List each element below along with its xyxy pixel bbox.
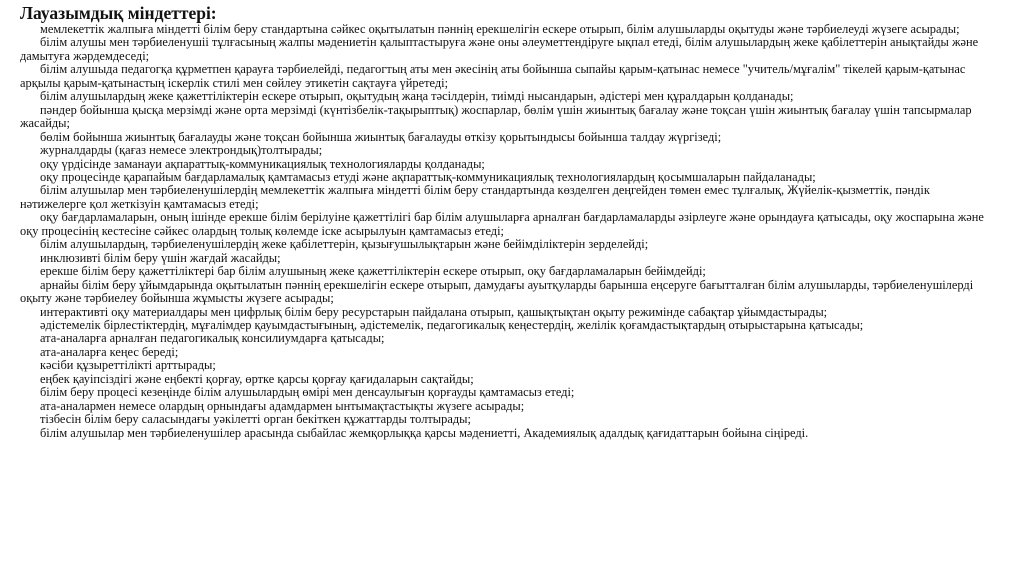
document: [20, 4, 998, 440]
duty-item: оқу процесінде қарапайым бағдарламалық қамтамасыз етуді және ақпараттық-коммуникациялық технологиялардың қосымшаларын пайдаланады;: [40, 169, 816, 184]
duty-item: білім беру процесі кезеңінде білім алушылардың өмірі мен денсаулығын қорғауды қамтамасыз етеді;: [40, 385, 575, 400]
duty-item: мемлекеттік жалпыға міндетті білім беру стандартына сәйкес оқытылатын пәннің ерекшелігін ескере отырып, білім алушыларды оқытуды және тәрбиелеуді жүзеге асырады;: [40, 22, 960, 36]
duty-item: білім алушылардың жеке қажеттіліктерін ескере отырып, оқытудың жаңа тәсілдерін, тиімді нысандарын, әдістері мен құралдарын қолданады;: [40, 89, 794, 104]
duty-item: білім алушы мен тәрбиеленушіі тұлғасының жалпы мәдениетін қалыптастыруға және оны әлеуметтендіруге ықпал етеді, білім алушылардың жеке қабілеттерін анықтайды және дамытуға жәрдемдеседі;: [20, 35, 979, 63]
duty-item: білім алушылардың, тәрбиеленушілердің жеке қабілеттерін, қызығушылықтарын және бейімділіктерін зерделейді;: [40, 237, 649, 252]
document-title: Лауазымдық міндеттері:: [20, 3, 217, 23]
duty-item: ерекше білім беру қажеттіліктері бар білім алушының жеке қажеттіліктерін ескере отырып, оқу бағдарламаларын бейімдейді;: [40, 264, 706, 279]
duty-item: бөлім бойынша жиынтық бағалауды және тоқсан бойынша жиынтық бағалауды өткізу қорытындысы бойынша талдау жүргізеді;: [40, 129, 722, 144]
duty-item: ата-аналармен немесе олардың орнындағы адамдармен ынтымақтастықты жүзеге асырады;: [40, 398, 525, 413]
duty-item: интерактивті оқу материалдары мен цифрлық білім беру ресурстарын пайдалана отырып, қашықтықтан оқыту режимінде сабақтар ұйымдастырады;: [40, 304, 828, 319]
duty-item: еңбек қауіпсіздігі және еңбекті қорғау, өртке қарсы қорғау қағидаларын сақтайды;: [40, 371, 474, 386]
duty-item: ата-аналарға кеңес береді;: [40, 344, 179, 359]
duty-item: инклюзивті білім беру үшін жағдай жасайды;: [40, 250, 281, 265]
duty-item: тізбесін білім беру саласындағы уәкілетті орган бекіткен құжаттарды толтырады;: [40, 412, 471, 427]
duty-item: әдістемелік бірлестіктердің, мұғалімдер қауымдастығының, әдістемелік, педагогикалық кеңестердің, желілік қоғамдастықтардың отырыстарына қатысады;: [40, 317, 864, 332]
duty-item: журналдарды (қағаз немесе электрондық)толтырады;: [40, 143, 323, 158]
duty-item: пәндер бойынша қысқа мерзімді және орта мерзімді (күнтізбелік-тақырыптық) жоспарлар, бөлім үшін жиынтық бағалау және тоқсан үшін жиынтық бағалау үшін тапсырмалар жасайды;: [20, 102, 972, 131]
duty-item: кәсіби құзыреттілікті арттырады;: [40, 358, 216, 373]
duty-item: арнайы білім беру ұйымдарында оқытылатын пәннің ерекшелігін ескере отырып, дамудағы ауытқуларды барынша еңсеруге бағытталған білім алушыларды, тәрбиеленушілерді оқыту және тәрбиелеу бойынша жұмысты жүзеге асырады;: [20, 277, 974, 306]
duty-item: білім алушылар мен тәрбиеленушілер арасында сыбайлас жемқорлыққа қарсы мәдениетті, Академиялық адалдық қағидаттарын бойына сіңіреді.: [40, 425, 809, 440]
duties-list: [20, 23, 998, 440]
duty-item: білім алушыда педагогқа құрметпен қарауға тәрбиелейді, педагогтың аты мен әкесінің аты бойынша сыпайы қарым-қатынас немесе "учитель/мұғалім" тікелей қарым-қатынас арқылы қарым-қатынастың іскерлік стилі мен сөйлеу этикетін сақтауға үйретеді;: [20, 62, 966, 90]
duty-item: оқу үрдісінде заманауи ақпараттық-коммуникациялық технологияларды қолданады;: [40, 156, 485, 171]
duty-item: ата-аналарға арналған педагогикалық консилиумдарға қатысады;: [40, 331, 385, 346]
duty-item: білім алушылар мен тәрбиеленушілердің мемлекеттік жалпыға міндетті білім беру стандартында көзделген деңгейден төмен емес тұлғалық, Жүйелік-қызметтік, пәндік нәтижелерге қол жеткізуін қамтамасыз етеді;: [20, 183, 930, 211]
duty-item: оқу бағдарламаларын, оның ішінде ерекше білім берілуіне қажеттілігі бар білім алушыларға арналған бағдарламаларды әзірлеуге және орындауға қатысады, оқу жоспарына және оқу процесінің кестесіне сәйкес олардың толық көлемде іске асырылуын қамтамасыз етеді;: [20, 210, 984, 238]
